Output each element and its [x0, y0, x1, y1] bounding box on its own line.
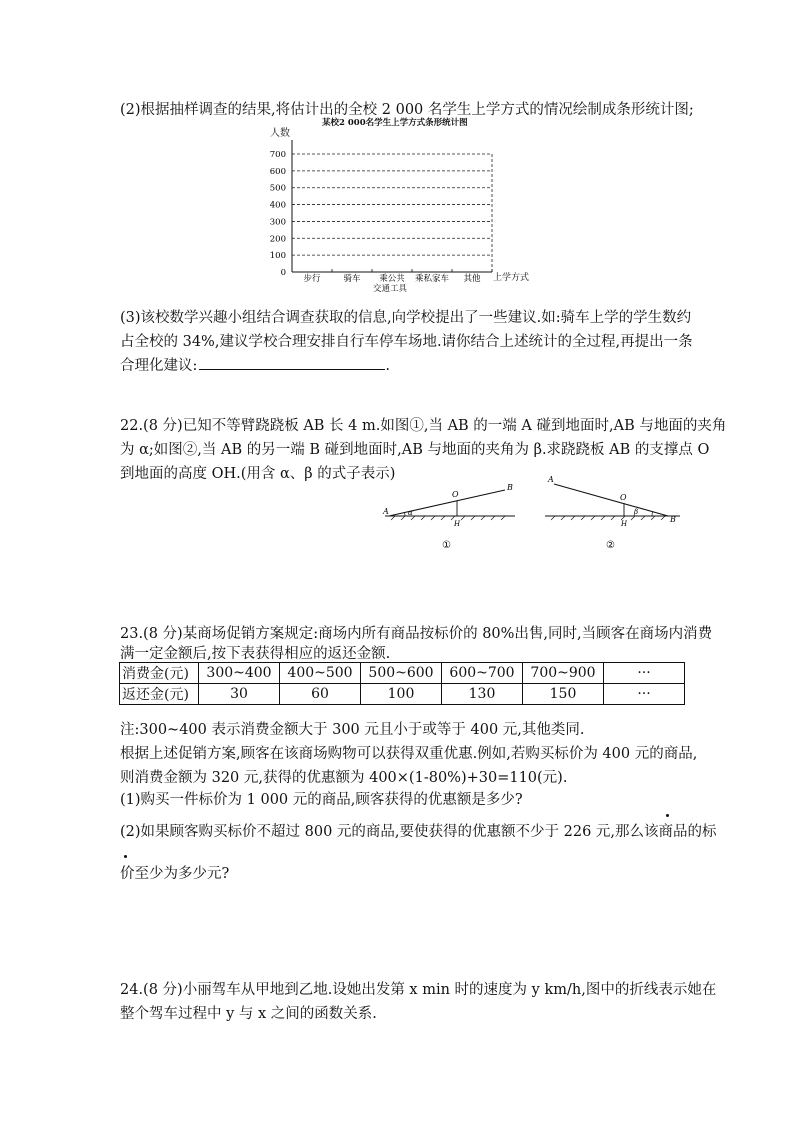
y-tick-label: 500: [269, 183, 286, 194]
seesaw-board: [554, 484, 668, 516]
chart-category-labels: [303, 269, 492, 284]
seesaw-figure-1: [375, 480, 525, 550]
label-o: O: [620, 493, 627, 502]
chart-gridlines: [292, 154, 492, 272]
q22-line2: 为 α;如图②,当 AB 的另一端 B 碰到地面时,AB 与地面的夹角为 β.求跷跷板 AB 的支撑点 O: [120, 442, 710, 458]
x-category-label: 其他: [463, 274, 481, 284]
table-cell: 600~700: [442, 663, 523, 684]
chart-x-extra-label: 交通工具: [373, 284, 408, 294]
label-alpha: α: [408, 509, 413, 517]
table-header-cell: 返还金(元): [120, 684, 199, 705]
label-h: H: [454, 520, 461, 528]
table-cell: 30: [199, 684, 280, 705]
y-tick-label: 0: [280, 268, 286, 278]
label-a: A: [548, 475, 554, 484]
table-cell: 500~600: [361, 663, 442, 684]
q22-line3: 到地面的高度 OH.(用含 α、β 的式子表示): [120, 466, 396, 482]
angle-arc: [652, 512, 653, 516]
ground-hatching: [551, 516, 665, 520]
label-b: B: [507, 483, 513, 492]
y-tick-label: 200: [269, 234, 286, 245]
q23-line4: 则消费金额为 320 元,获得的优惠额为 400×(1-80%)+30=110(元).: [120, 770, 568, 786]
seesaw-figure-2: [540, 472, 690, 550]
x-category-label: 骑车: [343, 274, 361, 284]
y-tick-label: 400: [269, 200, 286, 211]
figure-1-caption: ①: [442, 540, 451, 550]
y-tick-label: 100: [269, 251, 286, 262]
label-beta: β: [634, 508, 639, 516]
q21-part3-line3: [120, 354, 390, 378]
seesaw-board: [389, 490, 505, 516]
q21-part3-end: .: [385, 358, 390, 374]
table-row: [120, 663, 685, 684]
rebate-table: [119, 662, 685, 705]
chart-ytick-labels: [270, 150, 286, 278]
chart-xlabel: 上学方式: [493, 273, 530, 283]
table-cell: 150: [523, 684, 604, 705]
q23-note: 注:300~400 表示消费金额大于 300 元且小于或等于 400 元,其他类同.: [120, 722, 585, 738]
table-cell: ···: [604, 684, 685, 705]
y-tick-label: 600: [269, 166, 286, 177]
table-cell: 400~500: [280, 663, 361, 684]
table-header-cell: 消费金(元): [120, 663, 199, 684]
q24-line2: 整个驾车过程中 y 与 x 之间的函数关系.: [120, 1006, 377, 1022]
x-category-label: 步行: [303, 274, 321, 284]
bar-chart: [260, 116, 550, 294]
y-tick-label: 300: [269, 217, 286, 228]
answer-blank: [199, 355, 385, 370]
figure-2-caption: ②: [606, 540, 615, 550]
q22-line1: 22.(8 分)已知不等臂跷跷板 AB 长 4 m.如图①,当 AB 的一端 A 碰到地面时,AB 与地面的夹角: [120, 418, 727, 434]
q21-part3-prefix: 合理化建议:: [120, 358, 198, 374]
table-cell: 100: [361, 684, 442, 705]
q21-part3-line2: 占全校的 34%,建议学校合理安排自行车停车场地.请你结合上述统计的全过程,再提出一条: [120, 334, 693, 350]
label-b: B: [670, 515, 676, 524]
label-h: H: [621, 520, 628, 528]
q21-part2-text: (2)根据抽样调查的结果,将估计出的全校 2 000 名学生上学方式的情况绘制成条形统计图;: [120, 102, 694, 118]
chart-ylabel: 人数: [270, 128, 290, 139]
q23-line2: 满一定金额后,按下表获得相应的返还金额.: [120, 646, 391, 662]
q23-question1: (1)购买一件标价为 1 000 元的商品,顾客获得的优惠额是多少?: [120, 792, 523, 808]
q24-line1: 24.(8 分)小丽驾车从甲地到乙地.设她出发第 x min 时的速度为 y km/h,图中的折线表示她在: [120, 982, 717, 998]
chart-title: 某校2 000名学生上学方式条形统计图: [322, 118, 468, 128]
label-a: A: [383, 507, 389, 516]
y-tick-label: 700: [269, 150, 286, 160]
q23-question2-cont: 价至少为多少元?: [120, 866, 230, 882]
q21-part3-line1: (3)该校数学兴趣小组结合调查获取的信息,向学校提出了一些建议.如:骑车上学的学生数约: [120, 310, 692, 326]
table-cell: 130: [442, 684, 523, 705]
q23-question2: (2)如果顾客购买标价不超过 800 元的商品,要使获得的优惠额不少于 226 元,那么该商品的标: [120, 824, 717, 840]
emphasis-dot: [124, 855, 127, 858]
x-category-label: 乘私家车: [414, 274, 450, 284]
table-cell: 60: [280, 684, 361, 705]
table-cell: ···: [604, 663, 685, 684]
x-category-label: 乘公共: [379, 274, 405, 284]
label-o: O: [452, 490, 459, 499]
emphasis-dot: [666, 814, 669, 817]
q23-line1: 23.(8 分)某商场促销方案规定:商场内所有商品按标价的 80%出售,同时,当顾客在商场内消费: [120, 626, 713, 642]
table-cell: 300~400: [199, 663, 280, 684]
table-cell: 700~900: [523, 663, 604, 684]
q23-line3: 根据上述促销方案,顾客在该商场购物可以获得双重优惠.例如,若购买标价为 400 元的商品,: [120, 746, 698, 762]
table-row: [120, 684, 685, 705]
